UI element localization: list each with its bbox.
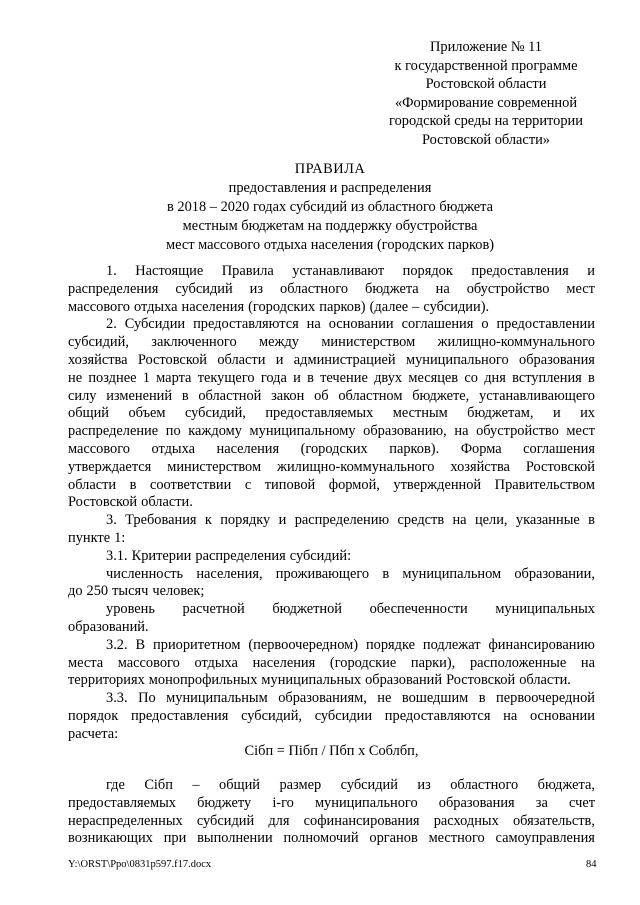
- word: бюджету: [197, 794, 252, 811]
- word: на: [454, 423, 469, 440]
- document-title: [70, 160, 590, 255]
- word: предоставлении: [496, 316, 595, 333]
- text-line: [68, 405, 595, 423]
- word: в: [307, 369, 314, 386]
- word: предоставляемых: [265, 405, 374, 422]
- word: расчета:: [68, 725, 119, 742]
- word: населения: [216, 440, 280, 457]
- text-line: [68, 441, 595, 459]
- word: при: [163, 830, 187, 847]
- word: муниципальному: [249, 423, 356, 440]
- word: года: [260, 369, 287, 386]
- text-line: [68, 690, 595, 708]
- word: в: [382, 565, 390, 582]
- word: 3.2.: [106, 636, 128, 653]
- word: Сiбп: [144, 777, 173, 793]
- word: где: [106, 777, 125, 793]
- word: бюджета,: [537, 777, 595, 793]
- word: субсидий: [196, 812, 255, 829]
- text-line: [68, 299, 595, 317]
- file-path: Y:\ORST\Ppo\0831p597.f17.docx: [68, 859, 212, 870]
- word: об: [314, 387, 329, 404]
- word: заключенного: [151, 334, 237, 351]
- text-line: [68, 388, 595, 406]
- text-line: [68, 494, 595, 512]
- word: в: [181, 387, 189, 404]
- title-line: предоставления и распределения: [228, 180, 432, 196]
- word: цели,: [474, 512, 508, 529]
- word: указанные: [515, 512, 580, 529]
- word: областном: [338, 387, 403, 404]
- word: в: [478, 690, 486, 707]
- word: к: [204, 512, 212, 529]
- word: устанавливающего: [479, 387, 595, 404]
- word: мест: [566, 280, 595, 297]
- title-line: местным бюджетам на поддержку обустройства: [182, 218, 478, 234]
- word: численность: [106, 565, 184, 582]
- appendix-line: Ростовской области»: [421, 131, 551, 148]
- word: до: [68, 583, 83, 600]
- word: объем: [128, 405, 166, 422]
- word: в: [129, 476, 137, 493]
- word: областной: [198, 387, 262, 404]
- text-line: [68, 776, 595, 794]
- word: изменений: [106, 387, 173, 404]
- word: о: [481, 316, 489, 333]
- word: области.: [141, 494, 193, 511]
- word: на: [503, 707, 518, 724]
- word: жилищно-коммунального: [277, 458, 435, 475]
- formula-explanation: [68, 776, 595, 847]
- word: хозяйства: [68, 351, 128, 368]
- appendix-line: Ростовской области: [425, 76, 547, 93]
- appendix-line: к государственной программе: [394, 57, 578, 74]
- word: из: [249, 280, 264, 297]
- word: 1:: [114, 529, 126, 546]
- word: образования: [438, 794, 515, 811]
- word: порядке: [365, 636, 415, 653]
- word: течение: [320, 369, 368, 386]
- word: каждому: [188, 423, 242, 440]
- text-line: [68, 370, 595, 388]
- word: Требования: [125, 512, 197, 529]
- text-line: [68, 316, 595, 334]
- word: Форма: [460, 440, 502, 457]
- word: формой,: [328, 476, 380, 493]
- word: распределение: [68, 423, 159, 440]
- word: обустройство: [466, 280, 550, 297]
- word: утвержденной: [393, 476, 482, 493]
- word: парков): [319, 298, 366, 315]
- word: общий: [219, 777, 261, 793]
- word: субсидий: [175, 280, 233, 297]
- word: Ростовской: [137, 351, 207, 368]
- word: основании: [529, 707, 595, 724]
- word: уровень: [106, 601, 155, 618]
- text-line: [68, 459, 595, 477]
- word: основании: [328, 316, 394, 333]
- word: и: [587, 263, 595, 279]
- word: не: [68, 369, 83, 386]
- word: монопрофильных: [148, 672, 258, 689]
- word: марта: [156, 369, 192, 386]
- word: мест: [566, 423, 595, 440]
- word: –: [412, 298, 420, 315]
- word: софинансирования: [303, 812, 420, 829]
- word: позднее: [88, 369, 137, 386]
- word: и: [552, 405, 561, 422]
- word: муниципальном: [402, 565, 502, 582]
- word: В: [135, 636, 146, 653]
- text-line: [68, 812, 595, 830]
- word: муниципальных: [261, 672, 362, 689]
- word: соответствии: [149, 476, 232, 493]
- word: соглашения: [523, 440, 595, 457]
- word: субсидии: [314, 707, 373, 724]
- text-line: [68, 726, 595, 744]
- text-line: [68, 530, 595, 548]
- word: населения,: [196, 565, 263, 582]
- word: парков).: [389, 440, 440, 457]
- word: соглашения: [401, 316, 474, 333]
- word: области: [217, 351, 266, 368]
- word: двух: [374, 369, 403, 386]
- word: самоуправления: [495, 830, 595, 847]
- word: бюджетной: [272, 601, 343, 618]
- word: текущего: [197, 369, 255, 386]
- word: (городские: [329, 654, 397, 671]
- word: субсидий,: [241, 707, 303, 724]
- word: месяцев: [408, 369, 459, 386]
- word: Критерии: [131, 547, 192, 564]
- word: –: [192, 777, 200, 793]
- word: субсидий,: [68, 334, 129, 351]
- word: по: [165, 423, 181, 440]
- word: 1: [142, 369, 150, 386]
- word: возникающих: [68, 830, 153, 847]
- text-line: [68, 829, 595, 847]
- text-line: [68, 352, 595, 370]
- title-line: в 2018 – 2020 годах субсидий из областного бюджета: [167, 199, 493, 215]
- word: местного: [428, 830, 485, 847]
- word: (городских: [300, 440, 368, 457]
- word: администрацией: [293, 351, 396, 368]
- word: пункте: [68, 529, 111, 546]
- word: территориях: [68, 672, 145, 689]
- word: образования: [519, 351, 595, 368]
- word: их: [580, 405, 595, 422]
- text-line: [68, 583, 595, 601]
- word: Ростовской: [446, 672, 516, 689]
- word: обеспеченности: [369, 601, 468, 618]
- text-line: [68, 477, 595, 495]
- word: расположенные: [469, 654, 567, 671]
- word: на: [452, 512, 467, 529]
- word: расходных: [433, 812, 499, 829]
- word: между: [259, 334, 299, 351]
- word: размер: [279, 777, 322, 793]
- word: министерством: [321, 334, 416, 351]
- word: на: [306, 316, 321, 333]
- word: массового: [117, 654, 180, 671]
- text-line: [68, 655, 595, 673]
- word: предоставляются: [193, 316, 299, 333]
- word: образований.: [68, 618, 149, 635]
- word: финансированию: [488, 636, 595, 653]
- body-text: [68, 263, 595, 744]
- word: По: [138, 690, 156, 707]
- word: приоритетном: [153, 636, 241, 653]
- word: и: [278, 512, 287, 529]
- word: (далее: [369, 298, 409, 315]
- word: муниципальным: [166, 690, 268, 707]
- word: и: [293, 369, 301, 386]
- word: муниципального: [405, 351, 509, 368]
- word: населения: [252, 654, 316, 671]
- word: субсидий: [340, 777, 398, 793]
- word: области.: [519, 672, 571, 689]
- word: предоставляются: [384, 707, 491, 724]
- word: места: [68, 654, 104, 671]
- word: Ростовской: [525, 458, 595, 475]
- word: средств: [397, 512, 445, 529]
- word: расчетной: [182, 601, 245, 618]
- word: Ростовской: [68, 494, 138, 511]
- word: бюджете,: [412, 387, 470, 404]
- word: закон: [271, 387, 305, 404]
- word: тысяч: [112, 583, 149, 600]
- word: местным: [392, 405, 448, 422]
- word: первоочередной: [496, 690, 595, 707]
- word: порядок: [402, 263, 453, 279]
- word: областного: [280, 280, 349, 297]
- word: полномочий: [283, 830, 359, 847]
- word: области: [68, 476, 117, 493]
- word: i-го: [272, 794, 294, 811]
- word: утверждается: [68, 458, 152, 475]
- word: не: [377, 690, 392, 707]
- word: предоставляемых: [68, 794, 176, 811]
- word: общий: [68, 405, 110, 422]
- word: в: [588, 512, 595, 529]
- word: (первоочередном): [248, 636, 359, 653]
- word: субсидии).: [423, 298, 490, 315]
- text-line: [68, 281, 595, 299]
- text-line: [68, 263, 595, 281]
- word: отдыха: [134, 298, 178, 315]
- appendix-line: «Формирование современной: [394, 94, 578, 111]
- word: порядку: [220, 512, 271, 529]
- word: 3.: [106, 512, 117, 529]
- word: субсидий,: [184, 405, 246, 422]
- word: нераспределенных: [68, 812, 183, 829]
- word: на: [580, 654, 595, 671]
- word: отдыха: [151, 440, 195, 457]
- text-line: [68, 548, 595, 566]
- word: проживающего: [275, 565, 370, 582]
- word: министерством: [167, 458, 262, 475]
- word: Правительством: [494, 476, 595, 493]
- text-line: [68, 512, 595, 530]
- word: подлежат: [422, 636, 481, 653]
- word: образовании,: [514, 565, 595, 582]
- word: вступления: [512, 369, 582, 386]
- word: для: [268, 812, 290, 829]
- word: устанавливают: [292, 263, 385, 279]
- word: счет: [568, 794, 595, 811]
- word: бюджетам,: [467, 405, 534, 422]
- word: вошедшим: [401, 690, 469, 707]
- word: и: [275, 351, 284, 368]
- word: муниципального: [314, 794, 418, 811]
- word: 1.: [106, 263, 117, 279]
- word: Субсидии: [124, 316, 186, 333]
- word: массового: [68, 440, 130, 457]
- word: Правила: [221, 263, 274, 279]
- word: типовой: [264, 476, 316, 493]
- appendix-line: городской среды на территории: [389, 113, 583, 130]
- word: образованию,: [363, 423, 447, 440]
- word: 3.3.: [106, 690, 128, 707]
- word: образований: [365, 672, 443, 689]
- text-line: [68, 423, 595, 441]
- title-heading: ПРАВИЛА: [294, 161, 366, 177]
- word: образованиям,: [278, 690, 367, 707]
- word: обустройство: [476, 423, 559, 440]
- page-number: 84: [586, 859, 597, 870]
- word: распределения: [68, 280, 159, 297]
- appendix-header: [366, 38, 606, 150]
- word: населения: [181, 298, 245, 315]
- text-line: [68, 708, 595, 726]
- text-line: [68, 637, 595, 655]
- word: на: [435, 280, 450, 297]
- word: парки),: [410, 654, 456, 671]
- word: со: [464, 369, 478, 386]
- word: с: [244, 476, 252, 493]
- word: 2.: [106, 316, 117, 333]
- word: предоставления: [471, 263, 569, 279]
- word: отдыха: [194, 654, 238, 671]
- word: из: [417, 777, 431, 793]
- word: жилищно-коммунального: [437, 334, 595, 351]
- word: массового: [68, 298, 130, 315]
- word: за: [535, 794, 548, 811]
- word: распределения: [195, 547, 286, 564]
- word: 3.1.: [106, 547, 128, 564]
- word: распределению: [294, 512, 390, 529]
- word: бюджета: [365, 280, 419, 297]
- word: выполнении: [197, 830, 273, 847]
- word: порядок: [68, 707, 119, 724]
- word: областного: [450, 777, 519, 793]
- word: субсидий:: [289, 547, 352, 564]
- title-line: мест массового отдыха населения (городских парков): [165, 237, 495, 253]
- word: силу: [68, 387, 97, 404]
- word: 250: [86, 583, 109, 600]
- word: обязательств,: [512, 812, 595, 829]
- formula: Сiбп = Пiбп / Пбп х Соблбп,: [244, 743, 419, 759]
- word: Настоящие: [135, 263, 204, 279]
- text-line: [68, 334, 595, 352]
- text-line: [68, 672, 595, 690]
- text-line: [68, 794, 595, 812]
- appendix-line: Приложение № 11: [429, 39, 543, 55]
- word: в: [588, 369, 595, 386]
- text-line: [68, 566, 595, 584]
- word: хозяйства: [450, 458, 510, 475]
- word: дня: [484, 369, 506, 386]
- word: предоставления: [130, 707, 229, 724]
- word: человек;: [152, 583, 205, 600]
- word: органов: [369, 830, 418, 847]
- word: (городских: [248, 298, 316, 315]
- text-line: [68, 601, 595, 619]
- text-line: [68, 619, 595, 637]
- word: муниципальных: [495, 601, 595, 618]
